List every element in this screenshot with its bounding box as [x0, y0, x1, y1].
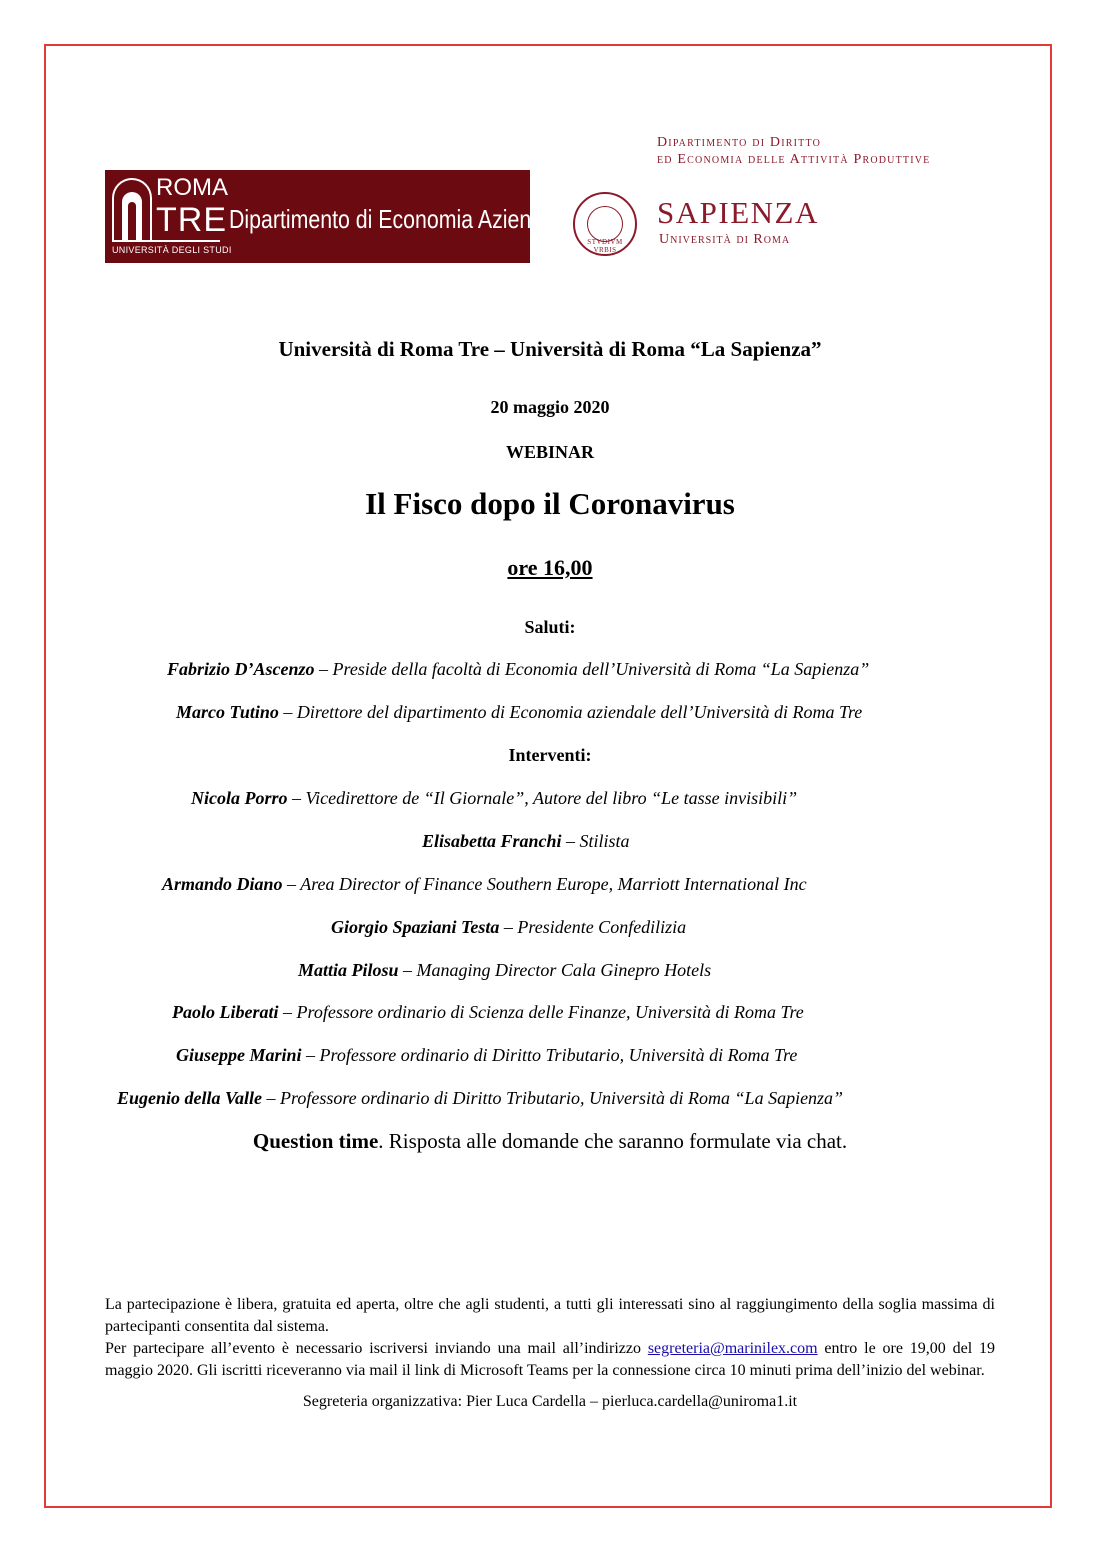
registration-text-after: entro le ore 19,00 del 19 maggio 2020. Gli iscritti riceveranno via mail il link di Microsoft Teams per la connessione circa 10 minuti prima dell’inizio del webinar.	[105, 1340, 996, 1379]
sapienza-dept-line1: Dipartimento di Diritto	[657, 135, 822, 150]
question-time-text: . Risposta alle domande che saranno formulate via chat.	[378, 1129, 848, 1153]
roma-tre-logo	[105, 170, 572, 263]
sapienza-dept-line2: ed Economia delle Attività Produttive	[657, 152, 931, 167]
speaker-name: Paolo Liberati	[172, 1002, 279, 1022]
logo-tre-text: TRE	[156, 201, 227, 239]
logo-divider	[112, 240, 220, 242]
speaker-name: Elisabetta Franchi	[422, 831, 562, 851]
logo-universita-text: UNIVERSITÀ DEGLI STUDI	[112, 245, 232, 255]
speaker-row	[422, 831, 630, 852]
registration-text-before: Per partecipare all’evento è necessario iscriversi inviando una mail all’indirizzo	[105, 1340, 648, 1357]
speaker-role: – Preside della facoltà di Economia dell’Università di Roma “La Sapienza”	[314, 659, 870, 679]
speaker-name: Giorgio Spaziani Testa	[331, 917, 500, 937]
saluti-label: Saluti:	[524, 617, 576, 637]
speaker-row	[162, 874, 807, 895]
seal-inner-ring	[587, 206, 623, 242]
event-title: Il Fisco dopo il Coronavirus	[365, 486, 735, 521]
participation-info	[105, 1294, 995, 1382]
logo-department-name: Dipartimento di Economia Aziendale	[229, 204, 572, 234]
event-date: 20 maggio 2020	[490, 397, 610, 417]
speaker-row	[172, 1002, 804, 1023]
speaker-row	[117, 1088, 843, 1109]
speaker-row	[176, 702, 862, 723]
speaker-row	[176, 1045, 797, 1066]
event-type: WEBINAR	[505, 442, 594, 462]
speaker-role: – Professore ordinario di Diritto Tributario, Università di Roma Tre	[301, 1045, 798, 1065]
speaker-name: Mattia Pilosu	[298, 960, 399, 980]
speaker-role: – Area Director of Finance Southern Europe, Marriott International Inc	[282, 874, 807, 894]
speaker-name: Marco Tutino	[176, 702, 279, 722]
speaker-role: – Vicedirettore de “Il Giornale”, Autore del libro “Le tasse invisibili”	[287, 788, 798, 808]
speaker-name: Nicola Porro	[191, 788, 288, 808]
interventi-label: Interventi:	[508, 745, 592, 765]
speaker-name: Eugenio della Valle	[117, 1088, 263, 1108]
participation-paragraph: La partecipazione è libera, gratuita ed aperta, oltre che agli studenti, a tutti gli interessati sino al raggiungimento della soglia massima di partecipanti consentita dal sistema.	[105, 1296, 995, 1335]
event-time: ore 16,00	[507, 555, 593, 580]
speaker-name: Armando Diano	[162, 874, 283, 894]
speaker-name: Fabrizio D’Ascenzo	[167, 659, 315, 679]
sapienza-subtitle: Università di Roma	[659, 232, 791, 247]
question-time	[0, 1129, 1100, 1154]
sapienza-department	[657, 134, 930, 168]
logo-roma-text: ROMA	[156, 174, 228, 201]
sapienza-seal-icon	[573, 192, 637, 256]
universities-heading: Università di Roma Tre – Università di Roma “La Sapienza”	[278, 337, 822, 361]
speaker-row	[331, 917, 686, 938]
arch-icon	[112, 178, 152, 240]
speaker-row	[298, 960, 711, 981]
speaker-row	[167, 659, 869, 680]
speaker-role: – Presidente Confedilizia	[499, 917, 687, 937]
sapienza-name: SAPIENZA	[657, 195, 819, 230]
seal-text: STVDIVM VRBIS	[587, 238, 623, 254]
segreteria-contact: Segreteria organizzativa: Pier Luca Cardella – pierluca.cardella@uniroma1.it	[302, 1393, 798, 1410]
page-border	[44, 44, 1052, 1508]
registration-email-link[interactable]: segreteria@marinilex.com	[647, 1340, 818, 1357]
speaker-role: – Professore ordinario di Scienza delle Finanze, Università di Roma Tre	[278, 1002, 804, 1022]
speaker-role: – Direttore del dipartimento di Economia aziendale dell’Università di Roma Tre	[278, 702, 863, 722]
speaker-name: Giuseppe Marini	[176, 1045, 302, 1065]
speaker-role: – Stilista	[561, 831, 630, 851]
speaker-role: – Managing Director Cala Ginepro Hotels	[398, 960, 712, 980]
question-time-label: Question time	[252, 1129, 379, 1153]
registration-paragraph	[105, 1338, 995, 1382]
speaker-row	[191, 788, 797, 809]
speaker-role: – Professore ordinario di Diritto Tributario, Università di Roma “La Sapienza”	[262, 1088, 844, 1108]
